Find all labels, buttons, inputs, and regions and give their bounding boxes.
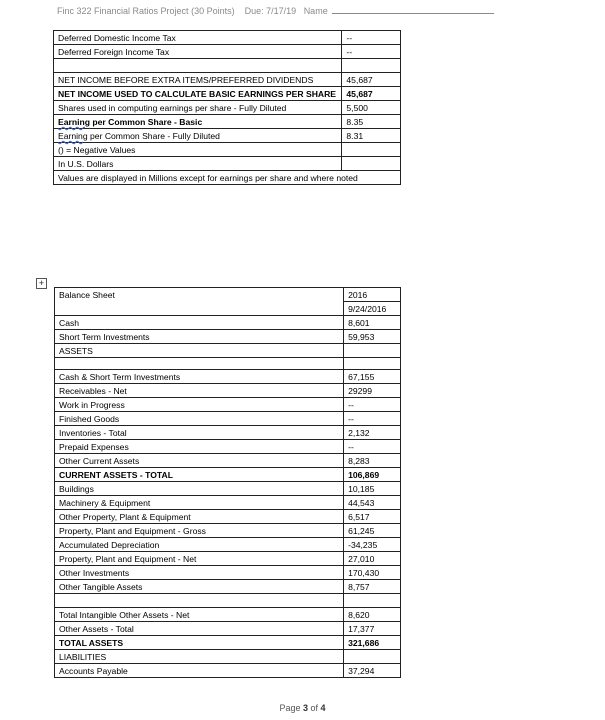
due-date: Due: 7/17/19 bbox=[244, 6, 297, 16]
blank-row bbox=[55, 358, 401, 370]
row-value[interactable]: -- bbox=[342, 31, 401, 45]
row-label-rest: per Common Share - Basic bbox=[90, 117, 203, 127]
table-row bbox=[55, 384, 401, 398]
spellcheck-word: Earning bbox=[58, 117, 90, 127]
table-row bbox=[55, 510, 401, 524]
table-row bbox=[55, 454, 401, 468]
row-label[interactable]: Work in Progress bbox=[55, 398, 344, 412]
row-label[interactable]: ASSETS bbox=[55, 344, 344, 358]
row-label[interactable]: Other Assets - Total bbox=[55, 622, 344, 636]
row-label[interactable]: Property, Plant and Equipment - Gross bbox=[55, 524, 344, 538]
table-move-handle-icon[interactable]: + bbox=[36, 278, 47, 289]
name-field-line[interactable] bbox=[332, 5, 494, 14]
row-value[interactable] bbox=[344, 650, 401, 664]
row-value[interactable]: 8,757 bbox=[344, 580, 401, 594]
table-row bbox=[55, 622, 401, 636]
table-row bbox=[54, 101, 401, 115]
row-label[interactable]: Shares used in computing earnings per share - Fully Diluted bbox=[54, 101, 342, 115]
row-value[interactable]: 6,517 bbox=[344, 510, 401, 524]
table-row bbox=[55, 650, 401, 664]
row-value[interactable]: 106,869 bbox=[344, 468, 401, 482]
row-value[interactable]: 29299 bbox=[344, 384, 401, 398]
row-value[interactable]: 61,245 bbox=[344, 524, 401, 538]
row-value[interactable]: -34,235 bbox=[344, 538, 401, 552]
row-label[interactable]: Other Investments bbox=[55, 566, 344, 580]
row-value[interactable]: -- bbox=[344, 440, 401, 454]
page-of: of bbox=[310, 703, 319, 713]
income-table bbox=[53, 30, 401, 185]
row-label[interactable]: LIABILITIES bbox=[55, 650, 344, 664]
row-value[interactable]: 17,377 bbox=[344, 622, 401, 636]
table-row bbox=[54, 73, 401, 87]
row-value[interactable]: -- bbox=[344, 398, 401, 412]
row-value[interactable]: 27,010 bbox=[344, 552, 401, 566]
row-value[interactable]: 59,953 bbox=[344, 330, 401, 344]
row-value[interactable]: 2,132 bbox=[344, 426, 401, 440]
row-label[interactable]: Inventories - Total bbox=[55, 426, 344, 440]
table-row bbox=[55, 524, 401, 538]
row-label[interactable]: Short Term Investments bbox=[55, 330, 344, 344]
page-header bbox=[57, 5, 494, 16]
table-row bbox=[54, 87, 401, 101]
table-title[interactable]: Balance Sheet bbox=[55, 288, 344, 316]
row-label[interactable] bbox=[54, 129, 342, 143]
row-value[interactable]: 8.31 bbox=[342, 129, 401, 143]
row-label[interactable]: TOTAL ASSETS bbox=[55, 636, 344, 650]
row-value[interactable]: 45,687 bbox=[342, 87, 401, 101]
table-row bbox=[55, 330, 401, 344]
blank-row bbox=[55, 594, 401, 608]
row-label[interactable]: Cash bbox=[55, 316, 344, 330]
page-total: 4 bbox=[320, 703, 326, 713]
row-label[interactable]: Prepaid Expenses bbox=[55, 440, 344, 454]
table-row bbox=[55, 468, 401, 482]
balance-sheet-table bbox=[54, 287, 401, 678]
row-label[interactable]: Receivables - Net bbox=[55, 384, 344, 398]
page-prefix: Page bbox=[279, 703, 301, 713]
table-row bbox=[55, 608, 401, 622]
page-footer bbox=[0, 703, 605, 713]
page-current: 3 bbox=[302, 703, 308, 713]
table-row bbox=[55, 538, 401, 552]
table-row bbox=[55, 344, 401, 358]
row-value[interactable]: 8,283 bbox=[344, 454, 401, 468]
table-row bbox=[55, 580, 401, 594]
table-row bbox=[54, 129, 401, 143]
row-label[interactable]: Deferred Foreign Income Tax bbox=[54, 45, 342, 59]
row-label[interactable]: Other Current Assets bbox=[55, 454, 344, 468]
row-label[interactable]: NET INCOME USED TO CALCULATE BASIC EARNINGS PER SHARE bbox=[54, 87, 342, 101]
row-value[interactable]: -- bbox=[342, 45, 401, 59]
row-value[interactable] bbox=[344, 344, 401, 358]
row-value[interactable]: 5,500 bbox=[342, 101, 401, 115]
row-value[interactable]: 37,294 bbox=[344, 664, 401, 678]
row-label[interactable]: NET INCOME BEFORE EXTRA ITEMS/PREFERRED DIVIDENDS bbox=[54, 73, 342, 87]
row-value[interactable]: 8.35 bbox=[342, 115, 401, 129]
table-row bbox=[54, 45, 401, 59]
table-row bbox=[55, 664, 401, 678]
table-row bbox=[55, 426, 401, 440]
table-row bbox=[54, 115, 401, 129]
row-value[interactable]: 44,543 bbox=[344, 496, 401, 510]
table-header-row bbox=[55, 288, 401, 302]
row-label[interactable] bbox=[54, 115, 342, 129]
row-label[interactable]: In U.S. Dollars bbox=[54, 157, 342, 171]
table-row bbox=[55, 566, 401, 580]
table-row bbox=[54, 157, 401, 171]
row-label[interactable]: Total Intangible Other Assets - Net bbox=[55, 608, 344, 622]
table-row bbox=[55, 398, 401, 412]
table-row bbox=[55, 496, 401, 510]
points: (30 Points) bbox=[191, 6, 235, 16]
row-label[interactable]: Deferred Domestic Income Tax bbox=[54, 31, 342, 45]
row-label[interactable]: CURRENT ASSETS - TOTAL bbox=[55, 468, 344, 482]
table-row bbox=[55, 552, 401, 566]
units-note[interactable]: Values are displayed in Millions except for earnings per share and where noted bbox=[54, 171, 401, 185]
row-label[interactable]: Accounts Payable bbox=[55, 664, 344, 678]
row-value[interactable] bbox=[342, 143, 401, 157]
table-row bbox=[55, 316, 401, 330]
row-value[interactable]: 10,185 bbox=[344, 482, 401, 496]
row-label[interactable]: () = Negative Values bbox=[54, 143, 342, 157]
table-row bbox=[55, 636, 401, 650]
row-value[interactable]: -- bbox=[344, 412, 401, 426]
row-label[interactable]: Property, Plant and Equipment - Net bbox=[55, 552, 344, 566]
row-value[interactable]: 67,155 bbox=[344, 370, 401, 384]
row-value[interactable]: 8,620 bbox=[344, 608, 401, 622]
table-row bbox=[54, 143, 401, 157]
date-header[interactable]: 9/24/2016 bbox=[344, 302, 401, 316]
row-value[interactable]: 170,430 bbox=[344, 566, 401, 580]
course-title: Finc 322 Financial Ratios Project bbox=[57, 6, 189, 16]
year-header[interactable]: 2016 bbox=[344, 288, 401, 302]
table-row bbox=[55, 482, 401, 496]
row-label[interactable]: Accumulated Depreciation bbox=[55, 538, 344, 552]
table-row bbox=[55, 412, 401, 426]
table-row bbox=[54, 31, 401, 45]
table-row bbox=[54, 171, 401, 185]
row-label[interactable]: Machinery & Equipment bbox=[55, 496, 344, 510]
row-label[interactable]: Buildings bbox=[55, 482, 344, 496]
row-value[interactable]: 45,687 bbox=[342, 73, 401, 87]
row-label-rest: per Common Share - Fully Diluted bbox=[87, 131, 220, 141]
row-value[interactable] bbox=[342, 157, 401, 171]
table-row bbox=[55, 370, 401, 384]
row-label[interactable]: Cash & Short Term Investments bbox=[55, 370, 344, 384]
blank-row bbox=[54, 59, 401, 73]
row-value[interactable]: 321,686 bbox=[344, 636, 401, 650]
row-label[interactable]: Finished Goods bbox=[55, 412, 344, 426]
row-value[interactable]: 8,601 bbox=[344, 316, 401, 330]
table-row bbox=[55, 440, 401, 454]
row-label[interactable]: Other Property, Plant & Equipment bbox=[55, 510, 344, 524]
spellcheck-word: Earning bbox=[58, 131, 88, 141]
row-label[interactable]: Other Tangible Assets bbox=[55, 580, 344, 594]
name-label: Name bbox=[303, 6, 328, 16]
